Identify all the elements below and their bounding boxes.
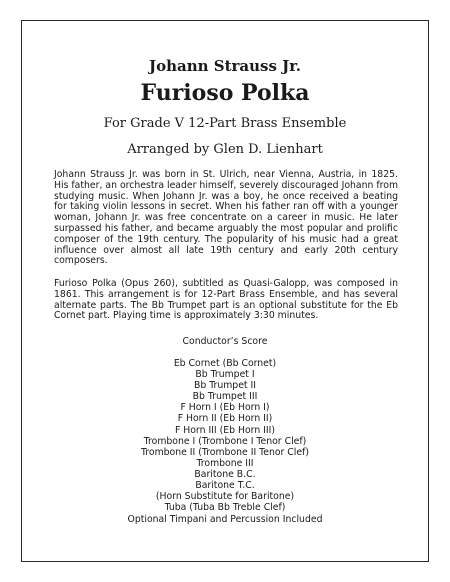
instrument-item: Tuba (Tuba Bb Treble Clef) — [164, 502, 286, 514]
instrument-item: Eb Cornet (Bb Cornet) — [173, 358, 277, 369]
instrument-item: F Horn II (Eb Horn II) — [177, 413, 273, 425]
instrument-item: Trombone III — [196, 457, 254, 469]
instrument-item: Trombone II (Trombone II Tenor Clef) — [140, 446, 310, 458]
instrument-item: F Horn I (Eb Horn I) — [180, 402, 270, 414]
arrangement-paragraph: Furioso Polka (Opus 260), subtitled as Quasi-Galopp, was composed in 1861. This arrangement is for 12-Part Brass Ensemble, and has several alternate parts. The Bb Trumpet part is an optional substitute for the Eb Cornet part. Playing time is approximately 3:30 minutes. — [54, 278, 398, 322]
ensemble-subtitle: For Grade V 12-Part Brass Ensemble — [103, 116, 347, 131]
piece-title: Furioso Polka — [140, 80, 310, 106]
biography-paragraph: Johann Strauss Jr. was born in St. Ulrich, near Vienna, Austria, in 1825. His father, an orchestra leader himself, severely discouraged Johann from studying music. When Johann Jr. was a boy, he once received a beating for taking violin lessons in secret. When his father ran off with a younger woman, Johann Jr. was free concentrate on a career in music. He later surpassed his father, and became arguably the most popular and prolific composer of the 19th century. The popularity of his music had a great influence over almost all late 19th century and early 20th century composers. — [54, 169, 398, 267]
instrument-item: (Horn Substitute for Baritone) — [155, 491, 295, 503]
instrument-item: Trombone I (Trombone I Tenor Clef) — [143, 435, 307, 447]
instrument-item: Bb Trumpet III — [192, 391, 258, 403]
instrument-item: Bb Trumpet I — [195, 369, 255, 381]
instrument-item: Bb Trumpet II — [193, 380, 257, 392]
instrument-item: F Horn III (Eb Horn III) — [174, 424, 276, 436]
instrument-list — [0, 358, 450, 513]
percussion-note: Optional Timpani and Percussion Included — [127, 514, 323, 525]
composer-name: Johann Strauss Jr. — [148, 57, 301, 75]
arranger-credit: Arranged by Glen D. Lienhart — [127, 142, 323, 157]
instrument-item: Baritone T.C. — [195, 480, 255, 492]
instrument-item: Baritone B.C. — [194, 468, 256, 480]
score-heading: Conductor’s Score — [182, 336, 268, 347]
